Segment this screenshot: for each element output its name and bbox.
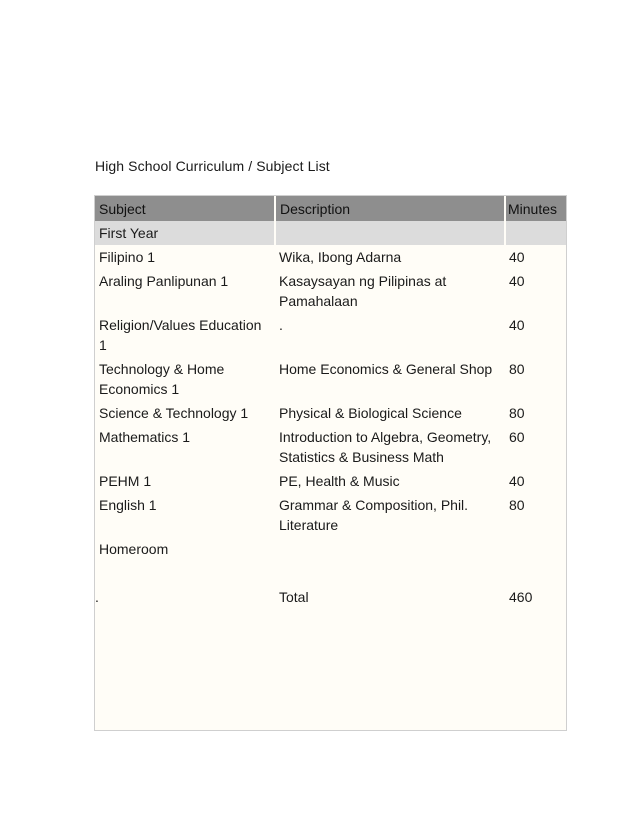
subject-cell: Science & Technology 1 bbox=[99, 405, 249, 421]
minutes-cell: 40 bbox=[509, 473, 525, 489]
spacer-cell bbox=[95, 561, 275, 585]
curriculum-table bbox=[95, 196, 566, 609]
header-description: Description bbox=[275, 196, 505, 221]
page-title: High School Curriculum / Subject List bbox=[95, 158, 330, 174]
header-subject: Subject bbox=[95, 196, 275, 221]
total-label: Total bbox=[279, 589, 309, 605]
description-cell: . bbox=[279, 317, 283, 333]
section-label: First Year bbox=[95, 221, 275, 245]
table-row bbox=[95, 469, 566, 493]
minutes-cell: 60 bbox=[509, 429, 525, 445]
subject-cell: Filipino 1 bbox=[99, 249, 156, 265]
section-empty-cell bbox=[275, 221, 505, 245]
minutes-cell bbox=[505, 537, 566, 561]
minutes-cell: 80 bbox=[509, 405, 525, 421]
subject-cell: Technology & Home Economics 1 bbox=[99, 361, 225, 397]
total-minutes: 460 bbox=[509, 589, 533, 605]
minutes-cell: 80 bbox=[509, 497, 525, 513]
table-header-row bbox=[95, 196, 566, 221]
section-empty-cell bbox=[505, 221, 566, 245]
table-row bbox=[95, 245, 566, 269]
table-row bbox=[95, 537, 566, 561]
spacer-cell bbox=[505, 561, 566, 585]
description-cell: Kasaysayan ng Pilipinas at Pamahalaan bbox=[279, 273, 447, 309]
description-cell: Physical & Biological Science bbox=[279, 405, 462, 421]
table-row bbox=[95, 425, 566, 469]
subject-cell: PEHM 1 bbox=[99, 473, 152, 489]
subject-cell: Araling Panlipunan 1 bbox=[99, 273, 229, 289]
total-row bbox=[95, 585, 566, 609]
minutes-cell: 80 bbox=[509, 361, 525, 377]
spacer-cell bbox=[275, 561, 505, 585]
description-cell bbox=[275, 537, 505, 561]
subject-cell: Mathematics 1 bbox=[99, 429, 191, 445]
table-row bbox=[95, 493, 566, 537]
table-row bbox=[95, 401, 566, 425]
description-cell: Introduction to Algebra, Geometry, Statistics & Business Math bbox=[279, 429, 492, 465]
subject-cell: English 1 bbox=[99, 497, 157, 513]
minutes-cell: 40 bbox=[509, 317, 525, 333]
description-cell: Wika, Ibong Adarna bbox=[279, 249, 402, 265]
description-cell: PE, Health & Music bbox=[279, 473, 400, 489]
table-row bbox=[95, 357, 566, 401]
minutes-cell: 40 bbox=[509, 273, 525, 289]
section-row bbox=[95, 221, 566, 245]
subject-cell: Religion/Values Education 1 bbox=[99, 317, 262, 353]
header-minutes: Minutes bbox=[505, 196, 566, 221]
total-subject-cell: . bbox=[95, 589, 99, 605]
table-row bbox=[95, 313, 566, 357]
curriculum-table-container bbox=[94, 195, 567, 731]
description-cell: Grammar & Composition, Phil. Literature bbox=[279, 497, 469, 533]
subject-cell: Homeroom bbox=[99, 541, 169, 557]
table-row bbox=[95, 269, 566, 313]
minutes-cell: 40 bbox=[509, 249, 525, 265]
description-cell: Home Economics & General Shop bbox=[279, 361, 493, 377]
spacer-row bbox=[95, 561, 566, 585]
